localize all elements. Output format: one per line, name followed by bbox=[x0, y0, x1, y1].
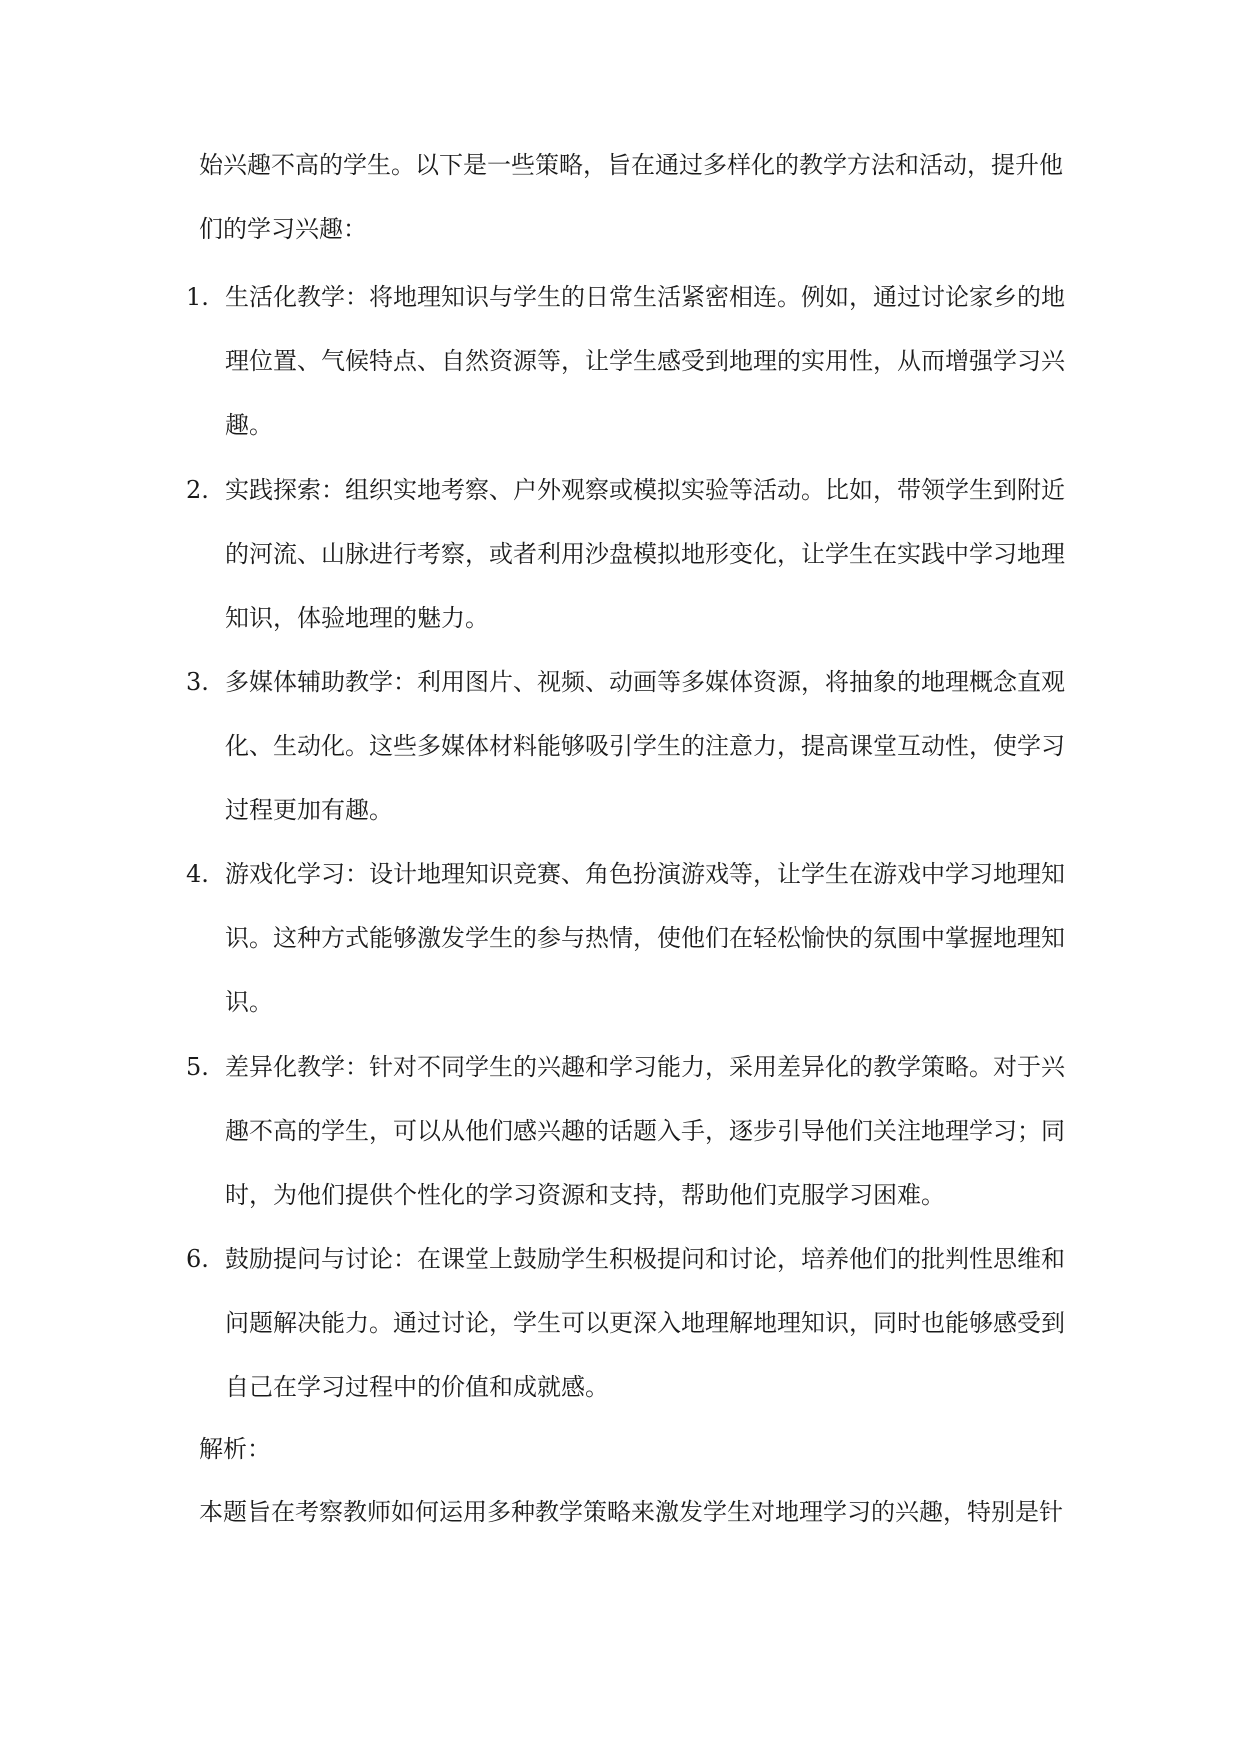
list-item-line: 生活化教学：将地理知识与学生的日常生活紧密相连。例如，通过讨论家乡的地 bbox=[225, 283, 1065, 311]
intro-line-1: 始兴趣不高的学生。以下是一些策略，旨在通过多样化的教学方法和活动，提升他 bbox=[199, 151, 1063, 179]
list-item-line: 的河流、山脉进行考察，或者利用沙盘模拟地形变化，让学生在实践中学习地理 bbox=[225, 540, 1065, 568]
list-item-number: 6. bbox=[186, 1245, 209, 1273]
list-item-line: 化、生动化。这些多媒体材料能够吸引学生的注意力，提高课堂互动性，使学习 bbox=[225, 732, 1065, 760]
list-item-line: 游戏化学习：设计地理知识竞赛、角色扮演游戏等，让学生在游戏中学习地理知 bbox=[225, 860, 1065, 888]
list-item-line: 知识，体验地理的魅力。 bbox=[225, 604, 489, 632]
list-item-line: 差异化教学：针对不同学生的兴趣和学习能力，采用差异化的教学策略。对于兴 bbox=[225, 1053, 1065, 1081]
list-item-number: 2. bbox=[186, 476, 209, 504]
list-item-line: 趣不高的学生，可以从他们感兴趣的话题入手，逐步引导他们关注地理学习；同 bbox=[225, 1117, 1065, 1145]
list-item-number: 5. bbox=[186, 1053, 209, 1081]
list-item-line: 自己在学习过程中的价值和成就感。 bbox=[225, 1373, 609, 1401]
analysis-line-1: 本题旨在考察教师如何运用多种教学策略来激发学生对地理学习的兴趣，特别是针 bbox=[199, 1498, 1063, 1526]
list-item-line: 识。 bbox=[225, 988, 273, 1016]
list-item-line: 问题解决能力。通过讨论，学生可以更深入地理解地理知识，同时也能够感受到 bbox=[225, 1309, 1065, 1337]
list-item-line: 理位置、气候特点、自然资源等，让学生感受到地理的实用性，从而增强学习兴 bbox=[225, 347, 1065, 375]
intro-line-2: 们的学习兴趣： bbox=[199, 215, 367, 243]
list-item-number: 4. bbox=[186, 860, 209, 888]
analysis-heading: 解析： bbox=[199, 1435, 271, 1463]
list-item-number: 1. bbox=[186, 283, 209, 311]
list-item-line: 实践探索：组织实地考察、户外观察或模拟实验等活动。比如，带领学生到附近 bbox=[225, 476, 1065, 504]
list-item-line: 鼓励提问与讨论：在课堂上鼓励学生积极提问和讨论，培养他们的批判性思维和 bbox=[225, 1245, 1065, 1273]
list-item-line: 过程更加有趣。 bbox=[225, 796, 393, 824]
list-item-line: 多媒体辅助教学：利用图片、视频、动画等多媒体资源，将抽象的地理概念直观 bbox=[225, 668, 1065, 696]
list-item-line: 时，为他们提供个性化的学习资源和支持，帮助他们克服学习困难。 bbox=[225, 1181, 945, 1209]
list-item-number: 3. bbox=[186, 668, 209, 696]
list-item-line: 趣。 bbox=[225, 411, 273, 439]
list-item-line: 识。这种方式能够激发学生的参与热情，使他们在轻松愉快的氛围中掌握地理知 bbox=[225, 924, 1065, 952]
